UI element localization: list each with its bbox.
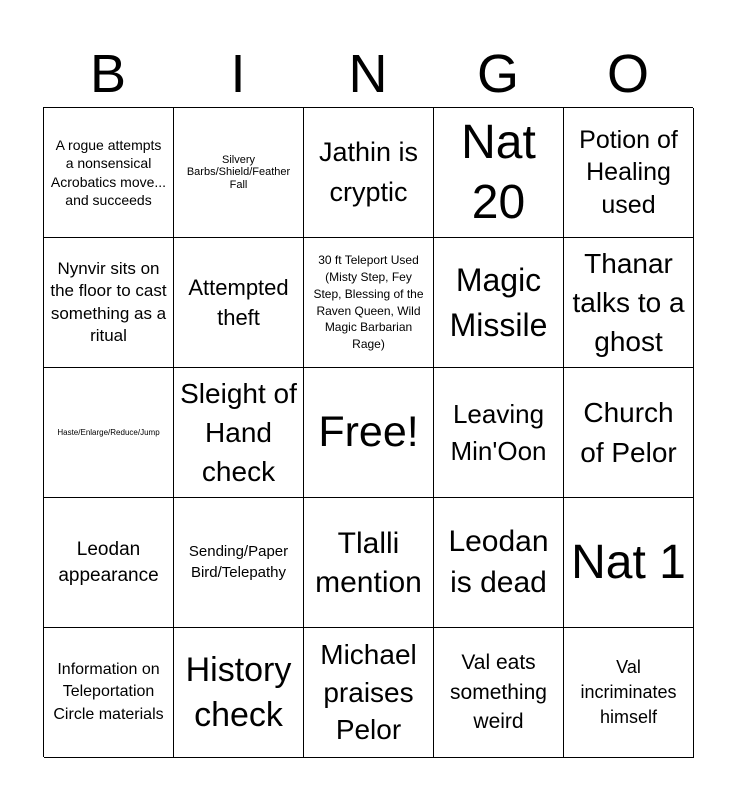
bingo-cell[interactable]	[174, 498, 304, 628]
cell-text: Silvery Barbs/Shield/Feather Fall	[186, 153, 291, 191]
cell-text: Leaving Min'Oon	[450, 399, 547, 466]
bingo-cell[interactable]	[434, 628, 564, 758]
bingo-cell[interactable]	[304, 628, 434, 758]
bingo-cell[interactable]	[434, 368, 564, 498]
header-letter-i: I	[230, 44, 246, 104]
cell-text: A rogue attempts a nonsensical Acrobatics move... and succeeds	[50, 137, 167, 208]
bingo-cell[interactable]	[44, 368, 174, 498]
cell-text: Leodan is dead	[448, 525, 549, 599]
bingo-cell[interactable]	[434, 498, 564, 628]
cell-text: Haste/Enlarge/Reduce/Jump	[57, 427, 160, 437]
bingo-header	[43, 40, 693, 108]
cell-text: Church of Pelor	[580, 397, 677, 468]
bingo-cell[interactable]	[564, 238, 694, 368]
bingo-cell[interactable]	[564, 628, 694, 758]
header-letter-n: N	[348, 44, 388, 104]
cell-text: Thanar talks to a ghost	[572, 247, 685, 358]
cell-text: Leodan appearance	[58, 538, 159, 586]
cell-text: Tlalli mention	[315, 526, 422, 599]
cell-text: Nynvir sits on the floor to cast something as a ritual	[50, 258, 167, 345]
cell-text: Information on Teleportation Circle materials	[53, 660, 164, 723]
bingo-cell[interactable]	[564, 368, 694, 498]
bingo-cell[interactable]	[304, 498, 434, 628]
cell-text: Free!	[318, 408, 419, 457]
cell-text: Jathin is cryptic	[318, 137, 419, 207]
header-letter-o: O	[606, 44, 649, 104]
bingo-cell[interactable]	[304, 368, 434, 498]
bingo-cell[interactable]	[174, 368, 304, 498]
bingo-cell[interactable]	[44, 628, 174, 758]
bingo-cell[interactable]	[304, 108, 434, 238]
bingo-grid	[43, 107, 693, 757]
bingo-cell[interactable]	[174, 238, 304, 368]
cell-text: History check	[185, 651, 292, 734]
bingo-cell[interactable]	[44, 108, 174, 238]
cell-text: Magic Missile	[449, 261, 548, 343]
cell-text: Nat 1	[571, 535, 686, 589]
cell-text: Michael praises Pelor	[320, 638, 417, 746]
cell-text: Val incriminates himself	[580, 656, 677, 728]
cell-text: Sending/Paper Bird/Telepathy	[188, 543, 289, 581]
cell-text: Sleight of Hand check	[180, 377, 297, 488]
cell-text: Attempted theft	[188, 274, 289, 330]
bingo-cell[interactable]	[434, 238, 564, 368]
cell-text: Potion of Healing used	[579, 125, 678, 219]
header-letter-g: G	[476, 44, 519, 104]
bingo-cell[interactable]	[304, 238, 434, 368]
cell-text: Val eats something weird	[450, 651, 547, 734]
bingo-cell[interactable]	[174, 628, 304, 758]
bingo-cell[interactable]	[564, 108, 694, 238]
bingo-cell[interactable]	[174, 108, 304, 238]
header-letter-b: B	[89, 44, 127, 104]
bingo-cell[interactable]	[44, 498, 174, 628]
cell-text: Nat 20	[461, 115, 536, 229]
bingo-cell[interactable]	[564, 498, 694, 628]
bingo-cell[interactable]	[44, 238, 174, 368]
cell-text: 30 ft Teleport Used (Misty Step, Fey Step, Blessing of the Raven Queen, Wild Magic Barbarian Rage)	[313, 253, 424, 352]
bingo-cell[interactable]	[434, 108, 564, 238]
